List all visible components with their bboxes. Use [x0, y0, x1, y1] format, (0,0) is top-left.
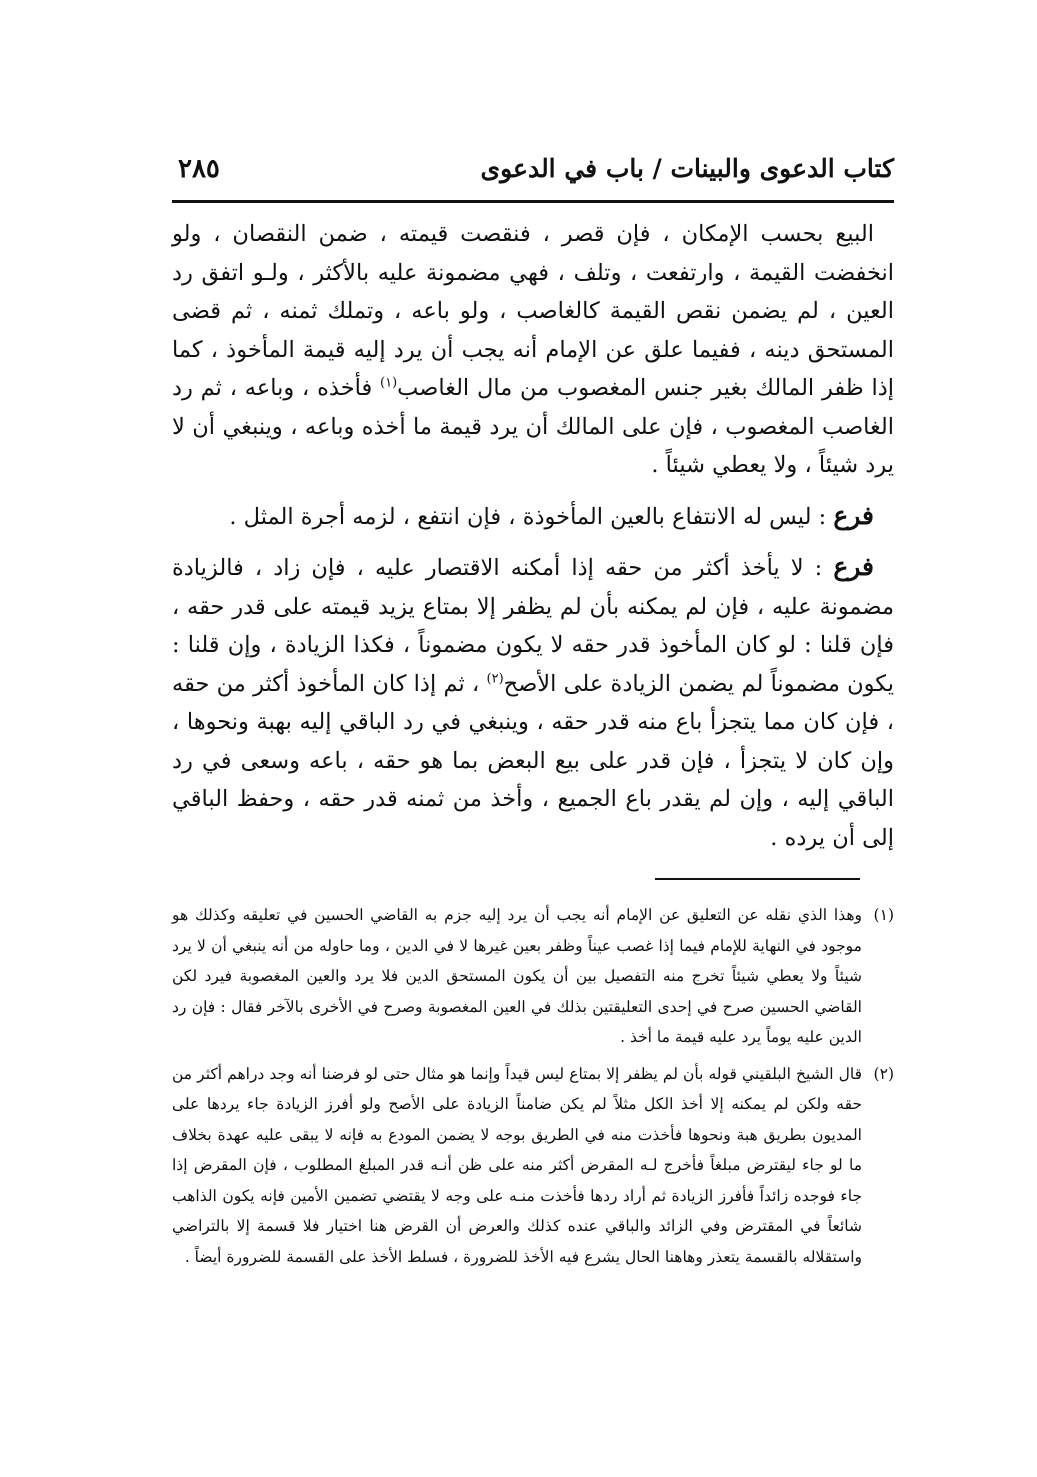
paragraph-1-text-b: فأخذه ، وباعه ، ثم رد الغاصب المغصوب ، فإن على المالك أن يرد قيمة ما أخذه وباعه ، وينبغي أن لا يرد شيئاً ، ولا يعطي شيئاً .: [172, 375, 894, 478]
footnote-divider: [655, 878, 860, 880]
branch-label-1: فرع: [833, 500, 874, 530]
page-header: [172, 150, 894, 198]
paragraph-3: [172, 548, 894, 857]
running-title: كتاب الدعوى والبينات / باب في الدعوى: [480, 154, 894, 183]
footnote-ref-1: (١): [380, 375, 398, 391]
main-text: [172, 215, 894, 857]
paragraph-1: [172, 215, 894, 485]
paragraph-1-text-a: البيع بحسب الإمكان ، فإن قصر ، فنقصت قيمته ، ضمن النقصان ، ولو انخفضت القيمة ، وارتفعت ، وتلف ، فهي مضمونة عليه بالأكثر ، ولـو اتفق رد العين ، لم يضمن نقص القيمة كالغاصب ، ولو باعه ، وتملك ثمنه ، ثم قضى المستحق دينه ، ففيما علق عن الإمام أنه يجب أن يرد إليه قيمة المأخوذ ، كما إذا ظفر المالك بغير جنس المغصوب من مال الغاصب: [172, 221, 895, 401]
footnote-ref-2: (٢): [486, 671, 504, 686]
footnote-1-number: (١): [873, 906, 894, 924]
header-divider: [172, 200, 894, 203]
paragraph-2: [172, 497, 894, 537]
paragraph-3-text-a: : لا يأخذ أكثر من حقه إذا أمكنه الاقتصار عليه ، فإن زاد ، فالزيادة مضمونة عليه ، فإن لم يمكنه بأن لم يظفر إلا بمتاع يزيد قيمته على قدر حقه ، فإن قلنا : لو كان المأخوذ قدر حقه لا يكون مضموناً ، فكذا الزيادة ، وإن قلنا : يكون مضموناً لم يضمن الزيادة على الأصح: [172, 555, 894, 697]
footnotes: [172, 900, 894, 1278]
page-number: ٢٨٥: [178, 154, 220, 184]
footnote-1: [172, 900, 894, 1053]
footnote-2-number: (٢): [873, 1064, 894, 1083]
footnote-2: [172, 1059, 894, 1273]
paragraph-3-text-b: ، ثم إذا كان المأخوذ أكثر من حقه ، فإن كان مما يتجزأ باع منه قدر حقه ، وينبغي في رد الباقي إليه بهبة ونحوها ، وإن كان لا يتجزأ ، فإن قدر على بيع البعض بما هو حقه ، باعه وسعى في رد الباقي إليه ، وإن لم يقدر باع الجميع ، وأخذ من ثمنه قدر حقه ، وحفظ الباقي إلى أن يرده .: [172, 670, 894, 851]
branch-label-2: فرع: [833, 552, 874, 581]
footnote-2-text: قال الشيخ البلقيني قوله بأن لم يظفر إلا بمتاع ليس قيداً وإنما هو مثال حتى لو فرضنا أنه وجد دراهم أكثر من حقه ولكن لم يمكنه إلا أخذ الكل مثلاً لم يكن ضامناً الزيادة على الأصح ولو أفرز الزيادة جاء يردها على المديون بطريق هبة ونحوها فأخذت منه في الطريق بوجه لا يضمن المودع به فإنه لا يبقى عليه عهدة بخلاف ما لو جاء ليقترض مبلغاً فأخرج لـه المقرض أكثر منه على ظن أنـه قدر المبلغ المطلوب ، فإن المقرض إذا جاء فوجده زائداً فأفرز الزيادة ثم أراد ردها فأخذت منـه على وجه لا يقتضي تضمين الأمين فإنه يكون الذاهب شائعاً في المقترض وفي الزائد والباقي عنده كذلك والعرض أن القرض هنا اختيار فلا قسمة إلا بالتراضي واستقلاله بالقسمة يتعذر وهاهنا الحال يشرع فيه الأخذ للضرورة ، فسلط الأخذ على القسمة للضرورة أيضاً .: [172, 1064, 862, 1266]
footnote-1-text: وهذا الذي نقله عن التعليق عن الإمام أنه يجب أن يرد إليه جزم به القاضي الحسين في تعليقه وكذلك هو موجود في النهاية للإمام فيما إذا غصب عيناً وظفر بعين غيرها لا في الدين ، وما حاوله من أنه ينبغي أن لا يرد شيئاً ولا يعطي شيئاً تخرج منه التفصيل بين أن يكون المستحق الدين فلا يرد والعين المغصوبة فيرد لكن القاضي الحسين صرح في إحدى التعليقتين بذلك في العين المغصوبة وصرح في الأخرى بالآخر فقال : فإن رد الدين عليه يوماً يرد عليه قيمة ما أخذ .: [172, 906, 862, 1046]
paragraph-2-text: : ليس له الانتفاع بالعين المأخوذة ، فإن انتفع ، لزمه أجرة المثل .: [229, 503, 834, 530]
